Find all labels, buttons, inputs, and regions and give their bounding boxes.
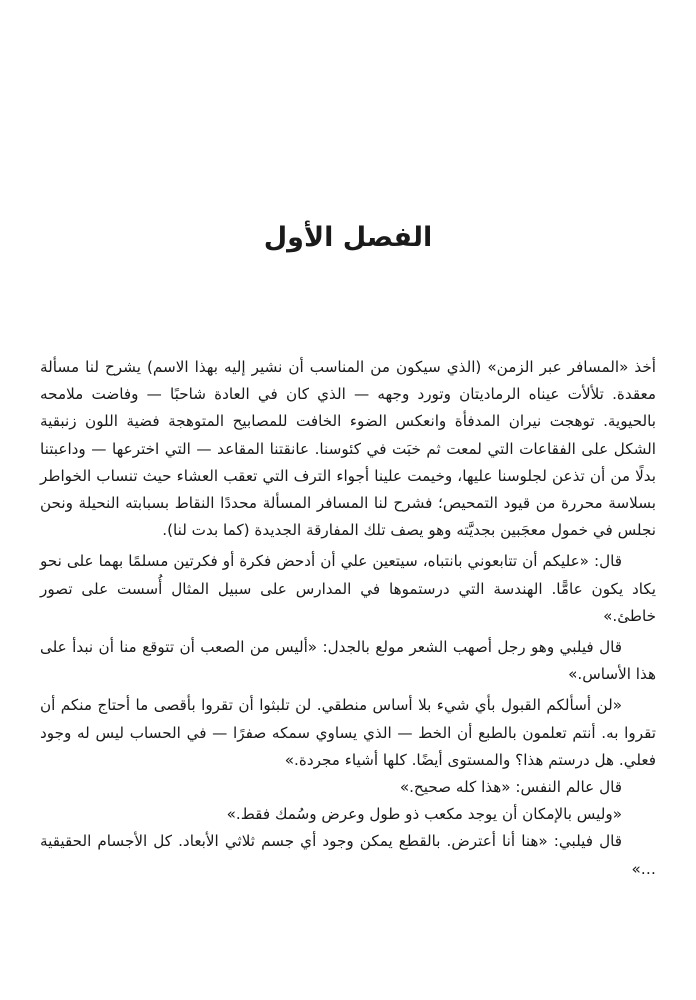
paragraph-6: «وليس بالإمكان أن يوجد مكعب ذو طول وعرض وسُمك فقط.» <box>226 805 622 824</box>
paragraph-3: قال فيلبي وهو رجل أصهب الشعر مولع بالجدل: «أليس من الصعب أن تتوقع منا أن نبدأ على هذا الأساس.» <box>40 638 656 684</box>
paragraph-1: أخذ «المسافر عبر الزمن» (الذي سيكون من المناسب أن نشير إليه بهذا الاسم) يشرح لنا مسألة معقدة. تلألأت عيناه الرماديتان وتورد وجهه — الذي كان في العادة شاحبًا — وفاضت ملامحه بالحيوية. توهجت نيران المدفأة وانعكس الضوء الخافت للمصابيح المتوهجة فضية اللون زنبقية الشكل على الفقاعات التي لمعت ثم خبَت في كئوسنا. عانقتنا المقاعد — التي اخترعها — وداعبتنا بدلًا من أن تذعن لجلوسنا عليها، وخيمت علينا أجواء الترف التي تعقب العشاء حيث تنساب الخواطر بسلاسة محررة من قيود التمحيص؛ فشرح لنا المسافر المسألة محددًا النقاط بسبابته النحيلة ونحن نجلس في خمول معجَبين بجديَّته وهو يصف تلك المفارقة الجديدة (كما بدت لنا). <box>40 358 656 540</box>
chapter-body <box>40 354 656 883</box>
paragraph-4: «لن أسألكم القبول بأي شيء بلا أساس منطقي. لن تلبثوا أن تقروا بأقصى ما أحتاج منكم أن تقروا به. أنتم تعلمون بالطبع أن الخط — الذي يساوي سمكه صفرًا — في الحساب ليس له وجود فعلي. هل درستم هذا؟ والمستوى أيضًا. كلها أشياء مجردة.» <box>40 696 656 769</box>
paragraph-2: قال: «عليكم أن تتابعوني بانتباه، سيتعين علي أن أدحض فكرة أو فكرتين مسلمًا بهما على نحو يكاد يكون عامًّا. الهندسة التي درستموها في المدارس على سبيل المثال أُسست على تصور خاطئ.» <box>40 552 656 625</box>
paragraph-5: قال عالم النفس: «هذا كله صحيح.» <box>399 778 622 797</box>
chapter-title: الفصل الأول <box>263 222 433 253</box>
paragraph-7: قال فيلبي: «هنا أنا أعترض. بالقطع يمكن وجود أي جسم ثلاثي الأبعاد. كل الأجسام الحقيقية …» <box>40 832 656 878</box>
